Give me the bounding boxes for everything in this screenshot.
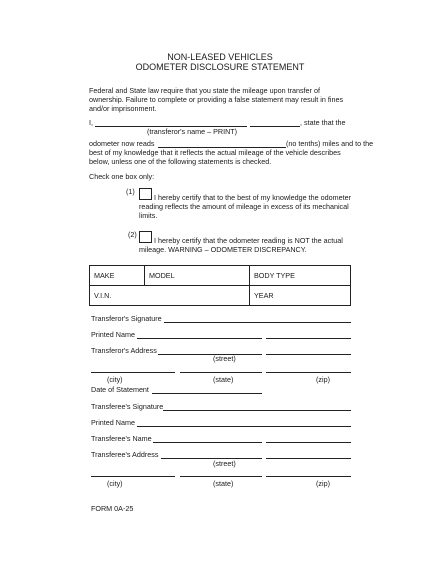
transferor-address-label: Transferor's Address xyxy=(91,346,157,355)
transferee-name-line-b[interactable] xyxy=(266,442,351,443)
city-hint-2: (city) xyxy=(107,479,123,488)
transferor-name-hint: (transferor's name – PRINT) xyxy=(147,127,238,136)
option1-number: (1) xyxy=(126,187,135,196)
vin-label: V.I.N. xyxy=(94,291,112,300)
state-hint-2: (state) xyxy=(213,479,234,488)
option2-line1: I hereby certify that the odometer reading is NOT the actual xyxy=(154,236,343,245)
transferor-street-line-b[interactable] xyxy=(266,354,351,355)
model-cell[interactable] xyxy=(145,266,250,286)
street-hint-1: (street) xyxy=(213,354,236,363)
odometer-reads-label: odometer now reads xyxy=(89,139,155,148)
transferor-zip-line[interactable] xyxy=(266,372,351,373)
city-hint-1: (city) xyxy=(107,375,123,384)
printed-name-line-1[interactable] xyxy=(137,338,262,339)
model-label: MODEL xyxy=(149,271,175,280)
transferee-state-line[interactable] xyxy=(180,476,262,477)
body-type-label: BODY TYPE xyxy=(254,271,295,280)
intro-line1: Federal and State law require that you state the mileage upon transfer of xyxy=(89,86,320,95)
printed-name-line-2[interactable] xyxy=(137,426,351,427)
knowledge-line3: below, unless one of the following statements is checked. xyxy=(89,157,272,166)
transferee-signature-label: Transferee's Signature xyxy=(91,402,164,411)
state-hint-1: (state) xyxy=(213,375,234,384)
transferor-state-line[interactable] xyxy=(180,372,262,373)
check-one-instruction: Check one box only: xyxy=(89,172,155,181)
vin-cell[interactable] xyxy=(90,286,250,306)
printed-name-label-2: Printed Name xyxy=(91,418,135,427)
intro-line3: and/or imprisonment. xyxy=(89,104,157,113)
year-label: YEAR xyxy=(254,291,274,300)
option1-checkbox[interactable] xyxy=(139,188,152,200)
option2-checkbox[interactable] xyxy=(139,231,152,243)
vehicle-info-table xyxy=(89,265,351,306)
form-title-line2: ODOMETER DISCLOSURE STATEMENT xyxy=(135,62,305,72)
intro-line2: ownership. Failure to complete or providing a false statement may result in fines xyxy=(89,95,344,104)
no-tenths-text: (no tenths) miles and to the xyxy=(286,139,374,148)
transferee-signature-line[interactable] xyxy=(163,410,351,411)
transferee-address-label: Transferee's Address xyxy=(91,450,159,459)
i-label: I, xyxy=(89,118,93,127)
body-type-cell[interactable] xyxy=(250,266,351,286)
printed-name-label-1: Printed Name xyxy=(91,330,135,339)
transferor-name-blank-2[interactable] xyxy=(250,126,300,127)
state-that-text: , state that the xyxy=(300,118,346,127)
make-label: MAKE xyxy=(94,271,115,280)
street-hint-2: (street) xyxy=(213,459,236,468)
transferor-city-line[interactable] xyxy=(91,372,175,373)
date-of-statement-line[interactable] xyxy=(152,393,262,394)
zip-hint-1: (zip) xyxy=(316,375,330,384)
option1-line2: reading reflects the amount of mileage in excess of its mechanical xyxy=(139,202,349,211)
transferee-street-line[interactable] xyxy=(161,458,262,459)
transferee-city-line[interactable] xyxy=(91,476,175,477)
option2-line2: mileage. WARNING – ODOMETER DISCREPANCY. xyxy=(139,245,307,254)
knowledge-line2: best of my knowledge that it reflects the actual mileage of the vehicle describes xyxy=(89,148,341,157)
transferor-signature-line[interactable] xyxy=(164,322,351,323)
form-number: FORM 0A-25 xyxy=(91,504,134,513)
make-cell[interactable] xyxy=(90,266,145,286)
transferor-signature-label: Transferor's Signature xyxy=(91,314,162,323)
printed-name-line-1b[interactable] xyxy=(266,338,351,339)
date-of-statement-label: Date of Statement xyxy=(91,385,149,394)
transferee-name-label: Transferee's Name xyxy=(91,434,152,443)
transferee-zip-line[interactable] xyxy=(266,476,351,477)
form-title-line1: NON-LEASED VEHICLES xyxy=(167,52,273,62)
year-cell[interactable] xyxy=(250,286,351,306)
zip-hint-2: (zip) xyxy=(316,479,330,488)
transferor-street-line[interactable] xyxy=(158,354,262,355)
option1-line1: I hereby certify that to the best of my knowledge the odometer xyxy=(154,193,351,202)
option2-number: (2) xyxy=(128,230,137,239)
option1-line3: limits. xyxy=(139,211,158,220)
transferee-name-line[interactable] xyxy=(153,442,262,443)
transferee-street-line-b[interactable] xyxy=(266,458,351,459)
